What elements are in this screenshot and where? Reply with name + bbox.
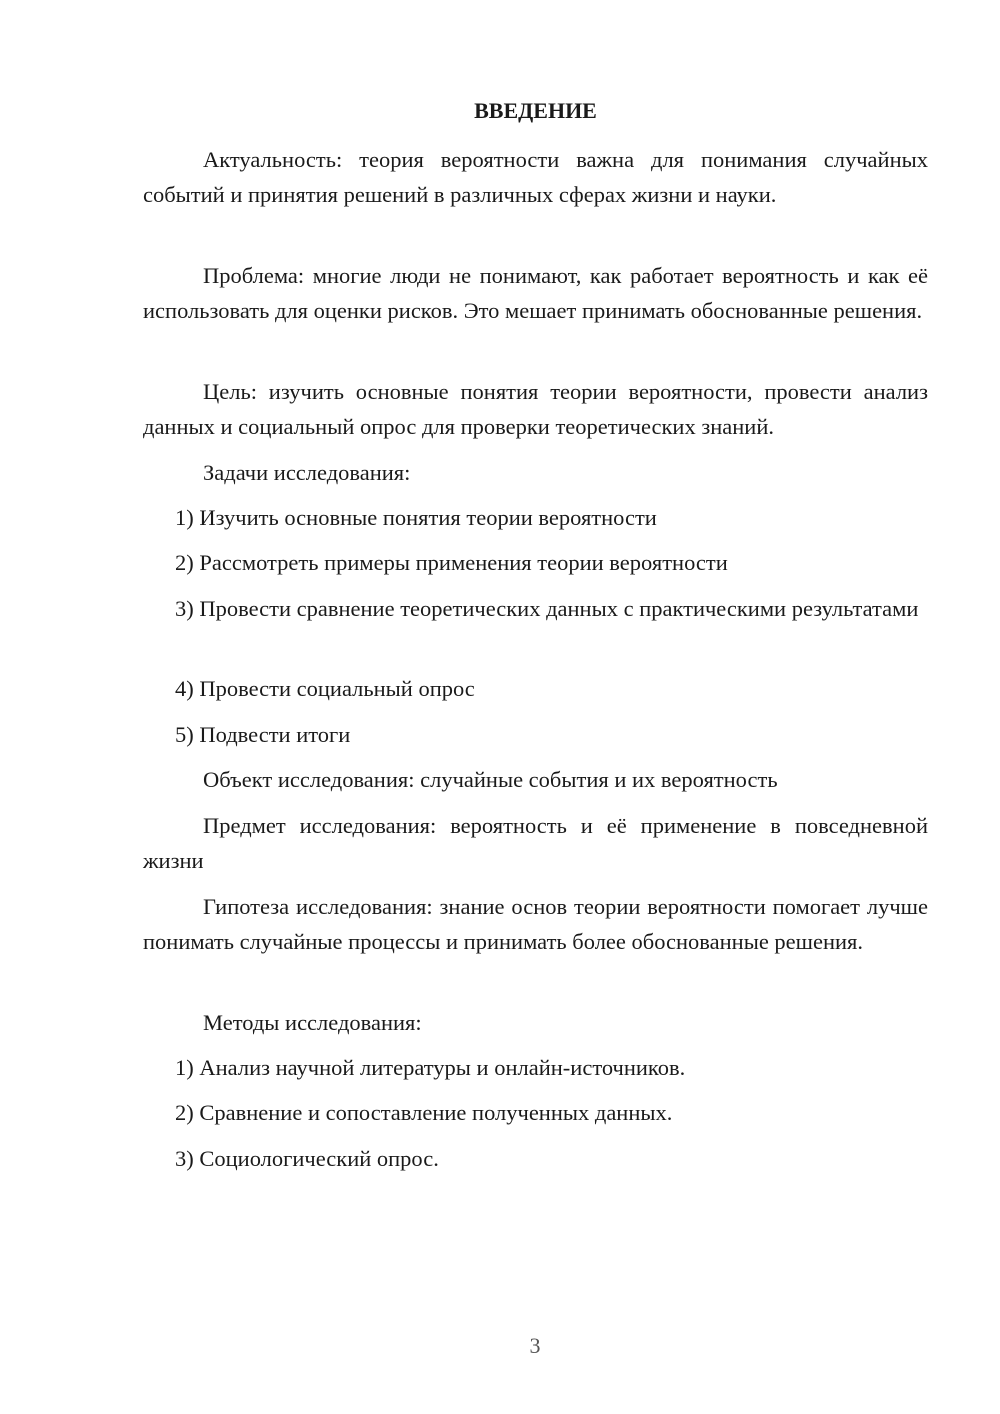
subject-paragraph: Предмет исследования: вероятность и её применение в повседневной жизни bbox=[143, 813, 928, 873]
task-item: 4) Провести социальный опрос bbox=[175, 676, 475, 701]
goal-paragraph: Цель: изучить основные понятия теории вероятности, провести анализ данных и социальный опрос для проверки теоретических знаний. bbox=[143, 379, 928, 439]
task-item: 1) Изучить основные понятия теории вероятности bbox=[175, 505, 657, 530]
method-item: 3) Социологический опрос. bbox=[175, 1146, 439, 1171]
object-paragraph: Объект исследования: случайные события и их вероятность bbox=[203, 767, 778, 792]
relevance-paragraph: Актуальность: теория вероятности важна для понимания случайных событий и принятия решений в различных сферах жизни и науки. bbox=[143, 147, 928, 207]
section-heading: ВВЕДЕНИЕ bbox=[474, 98, 597, 123]
page-number: 3 bbox=[529, 1333, 541, 1358]
methods-heading: Методы исследования: bbox=[203, 1010, 422, 1035]
task-item: 2) Рассмотреть примеры применения теории вероятности bbox=[175, 550, 728, 575]
task-item: 3) Провести сравнение теоретических данных с практическими результатами bbox=[175, 596, 919, 621]
method-item: 1) Анализ научной литературы и онлайн-источников. bbox=[175, 1055, 686, 1080]
task-item: 5) Подвести итоги bbox=[175, 722, 351, 747]
problem-paragraph: Проблема: многие люди не понимают, как работает вероятность и как её использовать для оценки рисков. Это мешает принимать обоснованные решения. bbox=[143, 263, 928, 323]
tasks-heading: Задачи исследования: bbox=[203, 460, 411, 485]
method-item: 2) Сравнение и сопоставление полученных данных. bbox=[175, 1100, 673, 1125]
hypothesis-paragraph: Гипотеза исследования: знание основ теории вероятности помогает лучше понимать случайные процессы и принимать более обоснованные решения. bbox=[143, 894, 928, 954]
